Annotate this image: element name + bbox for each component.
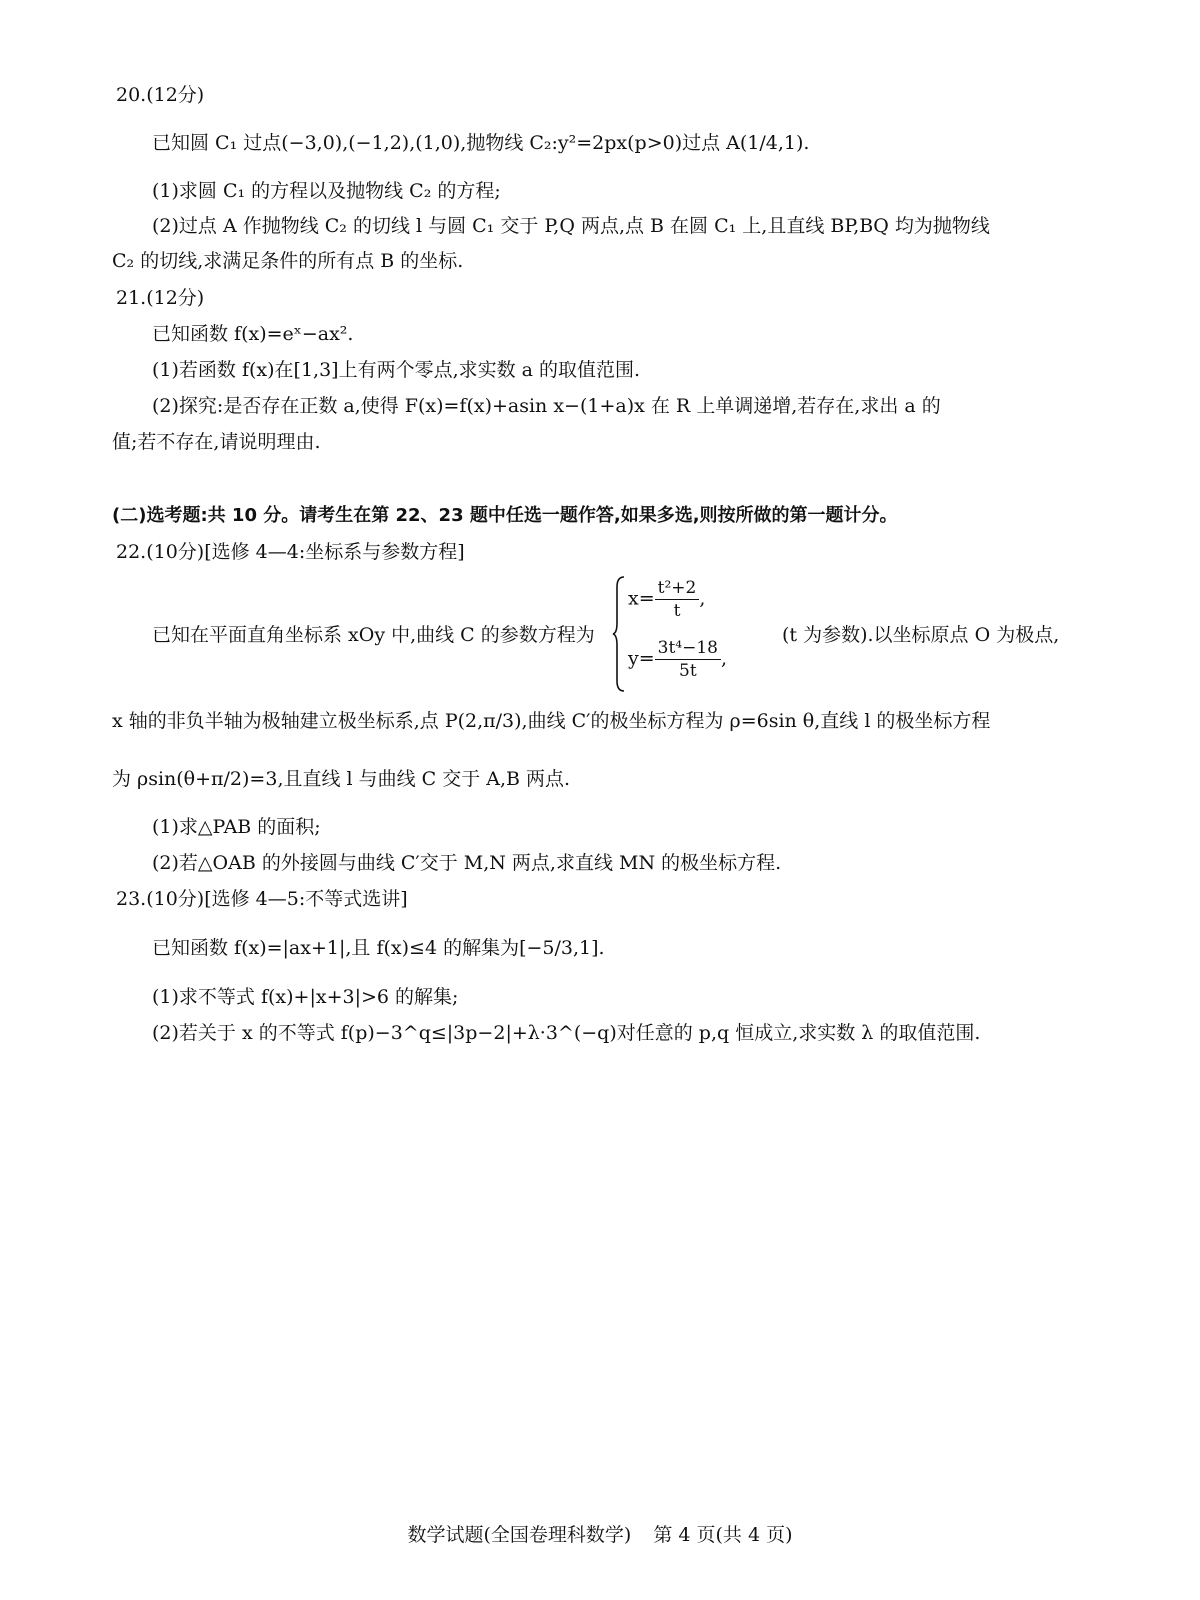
footer-subject: 数学试题(全国卷理科数学) [407,1524,632,1546]
equation-x-tail: , [699,587,706,610]
q21-part2-line1: (2)探究:是否存在正数 a,使得 F(x)=f(x)+asin x−(1+a)x 在 R 上单调递增,若存在,求出 a 的 [152,395,941,417]
q23-heading: 23.(10分)[选修 4—5:不等式选讲] [116,888,408,910]
q22-part1: (1)求△PAB 的面积; [152,816,321,838]
parametric-equation-system [612,575,782,693]
q20-stem: 已知圆 C₁ 过点(−3,0),(−1,2),(1,0),抛物线 C₂:y²=2px(p>0)过点 A(1/4,1). [152,132,810,154]
section2-heading: (二)选考题:共 10 分。请考生在第 22、23 题中任选一题作答,如果多选,则按所做的第一题计分。 [112,505,898,526]
q23-stem: 已知函数 f(x)=|ax+1|,且 f(x)≤4 的解集为[−5/3,1]. [152,937,605,959]
fraction-x-denominator: t [673,601,681,621]
q20-part2-line1: (2)过点 A 作抛物线 C₂ 的切线 l 与圆 C₁ 交于 P,Q 两点,点 B 在圆 C₁ 上,且直线 BP,BQ 均为抛物线 [152,215,990,237]
q22-line2: x 轴的非负半轴为极轴建立极坐标系,点 P(2,π/3),曲线 C′的极坐标方程为 ρ=6sin θ,直线 l 的极坐标方程 [112,710,991,732]
fraction-y [655,637,721,682]
q23-part1: (1)求不等式 f(x)+|x+3|>6 的解集; [152,986,459,1008]
page-footer [0,1520,1200,1547]
q20-heading: 20.(12分) [116,84,205,106]
left-brace-icon [612,575,626,693]
q22-heading: 22.(10分)[选修 4—4:坐标系与参数方程] [116,541,465,563]
fraction-y-numerator: 3t⁴−18 [655,637,721,660]
equation-y-lhs: y= [628,647,655,670]
fraction-y-denominator: 5t [679,661,697,681]
q22-part2: (2)若△OAB 的外接圆与曲线 C′交于 M,N 两点,求直线 MN 的极坐标方程. [152,852,782,874]
q21-stem: 已知函数 f(x)=eˣ−ax². [152,323,354,345]
footer-page-number: 第 4 页(共 4 页) [653,1524,793,1546]
equation-x [628,577,705,622]
q21-part2-line2: 值;若不存在,请说明理由. [112,431,321,453]
q20-part1: (1)求圆 C₁ 的方程以及抛物线 C₂ 的方程; [152,180,501,202]
equation-y-tail: , [721,647,728,670]
equation-y [628,637,727,682]
fraction-x-numerator: t²+2 [655,577,700,600]
q22-line3: 为 ρsin(θ+π/2)=3,且直线 l 与曲线 C 交于 A,B 两点. [112,768,571,790]
equation-x-lhs: x= [628,587,655,610]
fraction-x [655,577,700,622]
q22-stem-lead: 已知在平面直角坐标系 xOy 中,曲线 C 的参数方程为 [152,624,595,646]
q21-heading: 21.(12分) [116,287,205,309]
q20-part2-line2: C₂ 的切线,求满足条件的所有点 B 的坐标. [112,250,464,272]
q22-stem-tail: (t 为参数).以坐标原点 O 为极点, [782,624,1060,646]
q23-part2: (2)若关于 x 的不等式 f(p)−3^q≤|3p−2|+λ·3^(−q)对任意的 p,q 恒成立,求实数 λ 的取值范围. [152,1022,981,1044]
q21-part1: (1)若函数 f(x)在[1,3]上有两个零点,求实数 a 的取值范围. [152,359,641,381]
